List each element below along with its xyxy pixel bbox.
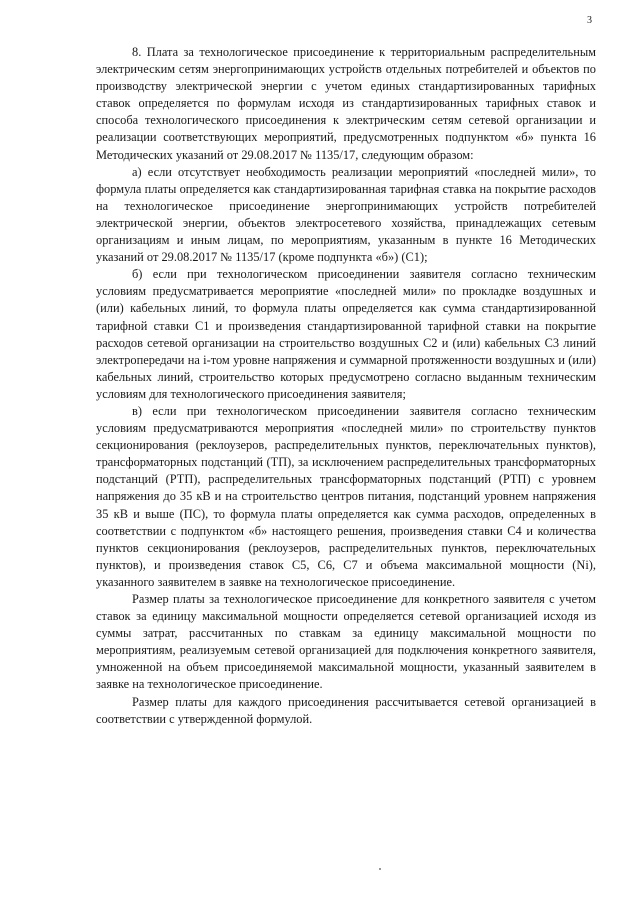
paragraph-subitem-a: а) если отсутствует необходимость реализации мероприятий «последней мили», то формула платы определяется как стандартизированная тарифная ставка на покрытие расходов на технологическое присоединение энергопринимающих устройств потребителей электрической энергии, объектов электросетевого хозяйства, принадлежащих сетевым организациям и иным лицам, по мероприятиям, указанным в пункте 16 Методических указаний от 29.08.2017 № 1135/17 (кроме подпункта «б») (С1); xyxy=(96,164,596,265)
paragraph-item-8: 8. Плата за технологическое присоединение к территориальным распределительным электрическим сетям энергопринимающих устройств отдельных потребителей и объектов по производству электрической энергии с учетом единых стандартизированных тарифных ставок определяется по формулам исходя из стандартизированных тарифных ставок и способа технологического присоединения к электрическим сетям сетевой организации и реализации соответствующих мероприятий, предусмотренных подпунктом «б» пункта 16 Методических указаний от 29.08.2017 № 1135/17, следующим образом: xyxy=(96,45,596,162)
paragraph-payment-size: Размер платы за технологическое присоединение для конкретного заявителя с учетом ставок за единицу максимальной мощности определяется сетевой организацией исходя из суммы затрат, рассчитанных по ставкам за единицу максимальной мощности по мероприятиям, реализуемым сетевой организацией для подключения конкретного заявителя, умноженной на объем присоединяемой максимальной мощности, указанный заявителем в заявке на технологическое присоединение. xyxy=(96,592,596,692)
scan-speck xyxy=(379,868,381,870)
paragraph-subitem-v: в) если при технологическом присоединении заявителя согласно техническим условиям предусматриваются мероприятия «последней мили» по строительству пунктов секционирования (реклоузеров, распределительных пунктов, переключательных пунктов), трансформаторных подстанций (ТП), за исключением распределительных трансформаторных подстанций (РТП), распределительных трансформаторных подстанций (РТП) с уровнем напряжения до 35 кВ и на строительство центров питания, подстанций уровнем напряжения 35 кВ и выше (ПС), то формула платы определяется как сумма расходов, определенных в соответствии с подпунктом «б» настоящего решения, произведения ставки С4 и количества пунктов секционирования (реклоузеров, распределительных пунктов, переключательных пунктов), и произведения ставок С5, С6, С7 и объема максимальной мощности (Ni), указанного заявителем в заявке на технологическое присоединение. xyxy=(96,403,596,589)
paragraph-subitem-b: б) если при технологическом присоединении заявителя согласно техническим условиям предусматривается мероприятие «последней мили» по прокладке воздушных и (или) кабельных линий, то формула платы определяется как сумма стандартизированной тарифной ставки С1 и произведения стандартизированной тарифной ставки на покрытие расходов сетевой организации на строительство воздушных С2 и (или) кабельных С3 линий электропередачи на i-том уровне напряжения и суммарной протяженности воздушных и (или) кабельных линий, строительство которых предусмотрено согласно выданным техническим условиям для технологического присоединения заявителя; xyxy=(96,267,596,401)
page-number: 3 xyxy=(587,15,592,26)
paragraph-payment-formula: Размер платы для каждого присоединения рассчитывается сетевой организацией в соответствии с утвержденной формулой. xyxy=(96,694,596,726)
document-body xyxy=(96,44,596,728)
